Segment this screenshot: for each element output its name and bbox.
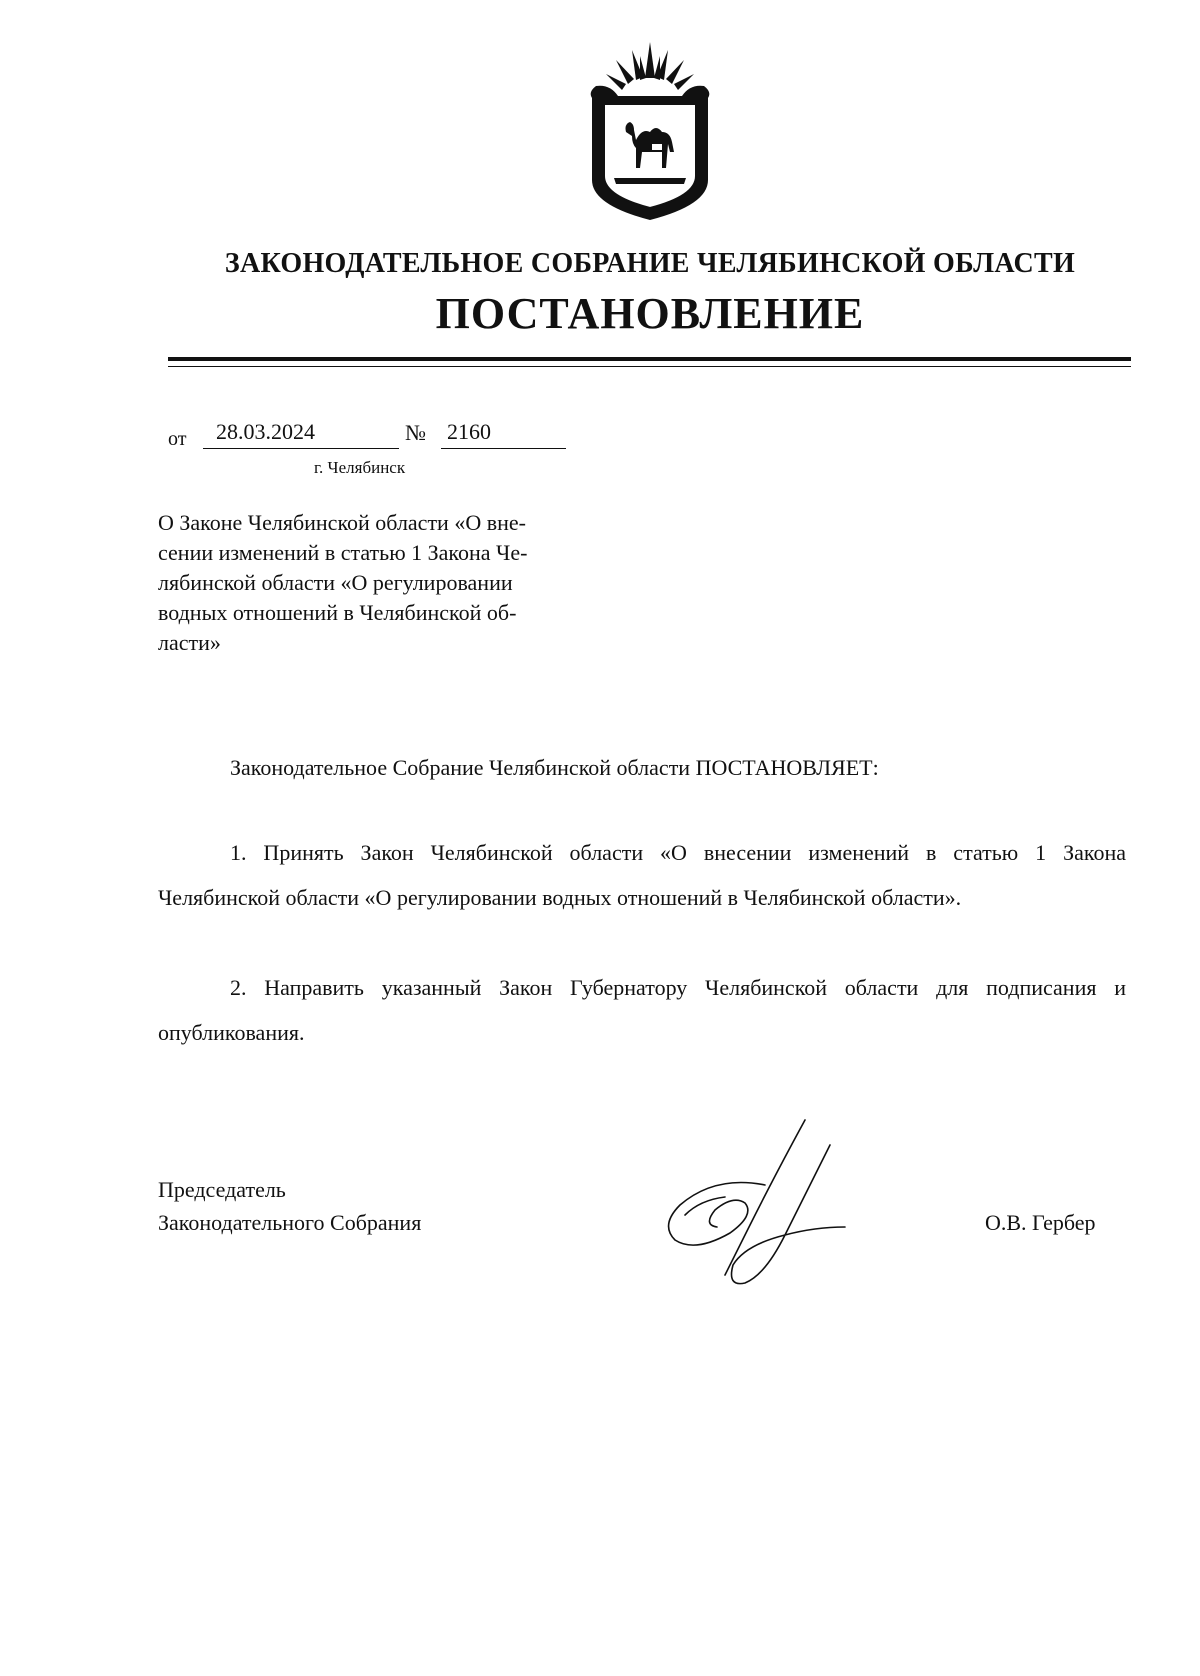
organization-name: ЗАКОНОДАТЕЛЬНОЕ СОБРАНИЕ ЧЕЛЯБИНСКОЙ ОБЛАСТИ — [224, 248, 1076, 279]
resolution-item-2: 2. Направить указанный Закон Губернатору Челябинской области для подписания и опубликования. — [158, 975, 1126, 1045]
subject-line: лябинской области «О регулировании — [158, 570, 513, 595]
subject-line: О Законе Челябинской области «О вне- — [158, 510, 526, 535]
document-subject — [158, 508, 600, 658]
subject-line: водных отношений в Челябинской об- — [158, 600, 517, 625]
coat-of-arms-icon — [570, 40, 730, 225]
signature-icon — [655, 1115, 855, 1290]
date-prefix-label: от — [168, 428, 187, 450]
subject-line: сении изменений в статью 1 Закона Че- — [158, 540, 528, 565]
signer-position-line-1: Председатель — [158, 1177, 286, 1202]
subject-line: ласти» — [158, 630, 221, 655]
resolution-item-1: 1. Принять Закон Челябинской области «О внесении изменений в статью 1 Закона Челябинской области «О регулировании водных отношений в Челябинской области». — [158, 840, 1126, 910]
header-rule-thin — [168, 366, 1131, 367]
document-date: 28.03.2024 — [203, 418, 399, 449]
signer-position-line-2: Законодательного Собрания — [158, 1210, 422, 1235]
header-rule-thick — [168, 357, 1131, 361]
resolution-preamble: Законодательное Собрание Челябинской области ПОСТАНОВЛЯЕТ: — [230, 755, 879, 780]
document-number: 2160 — [441, 418, 566, 449]
document-title: ПОСТАНОВЛЕНИЕ — [435, 289, 865, 338]
number-label: № — [405, 420, 426, 445]
signer-name: О.В. Гербер — [985, 1210, 1096, 1235]
city-label: г. Челябинск — [314, 458, 406, 477]
